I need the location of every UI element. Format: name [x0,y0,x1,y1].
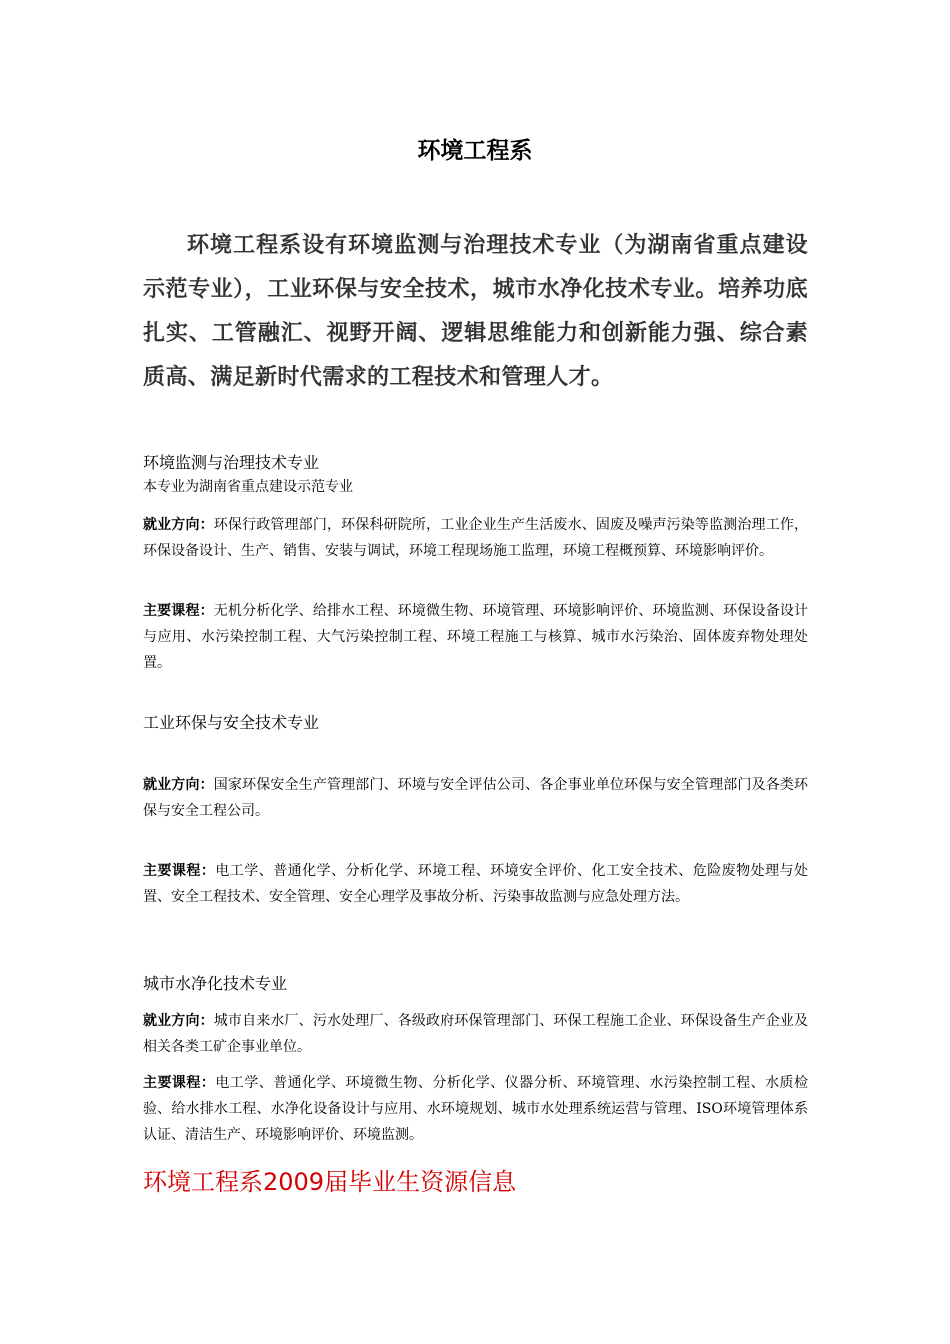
employment-label: 就业方向： [143,777,214,793]
courses-label: 主要课程： [143,863,216,879]
courses-text: 无机分析化学、给排水工程、环境微生物、环境管理、环境影响评价、环境监测、环保设备设计与应用、水污染控制工程、大气污染控制工程、环境工程施工与核算、城市水污染治、固体废弃物处理处置。 [143,603,809,671]
major-2-heading: 工业环保与安全技术专业 [143,713,320,732]
major-2-courses [143,858,808,910]
major-2-employment [143,772,808,824]
employment-text: 国家环保安全生产管理部门、环境与安全评估公司、各企事业单位环保与安全管理部门及各类环保与安全工程公司。 [143,777,809,819]
major-3-employment [143,1008,808,1060]
major-1-employment [143,512,808,564]
graduates-info-heading: 环境工程系2009届毕业生资源信息 [143,1168,517,1196]
major-1-note: 本专业为湖南省重点建设示范专业 [143,479,353,495]
employment-text: 城市自来水厂、污水处理厂、各级政府环保管理部门、环保工程施工企业、环保设备生产企业及相关各类工矿企事业单位。 [143,1013,809,1055]
major-1-heading: 环境监测与治理技术专业 [143,453,320,472]
major-3-courses [143,1070,808,1148]
major-3-heading: 城市水净化技术专业 [143,974,288,993]
major-1-courses [143,598,808,676]
courses-label: 主要课程： [143,1075,216,1091]
employment-label: 就业方向： [143,517,214,533]
intro-paragraph: 环境工程系设有环境监测与治理技术专业（为湖南省重点建设示范专业），工业环保与安全技术，城市水净化技术专业。培养功底扎实、工管融汇、视野开阔、逻辑思维能力和创新能力强、综合素质高、满足新时代需求的工程技术和管理人才。 [143,233,808,390]
page-title: 环境工程系 [417,138,533,164]
courses-text: 电工学、普通化学、分析化学、环境工程、环境安全评价、化工安全技术、危险废物处理与处置、安全工程技术、安全管理、安全心理学及事故分析、污染事故监测与应急处理方法。 [143,863,809,905]
courses-label: 主要课程： [143,603,214,619]
courses-text: 电工学、普通化学、环境微生物、分析化学、仪器分析、环境管理、水污染控制工程、水质检验、给水排水工程、水净化设备设计与应用、水环境规划、城市水处理系统运营与管理、ISO环境管理体系认证、清洁生产、环境影响评价、环境监测。 [143,1075,809,1143]
employment-label: 就业方向： [143,1013,214,1029]
employment-text: 环保行政管理部门，环保科研院所，工业企业生产生活废水、固废及噪声污染等监测治理工作，环保设备设计、生产、销售、安装与调试，环境工程现场施工监理，环境工程概预算、环境影响评价。 [143,517,809,559]
